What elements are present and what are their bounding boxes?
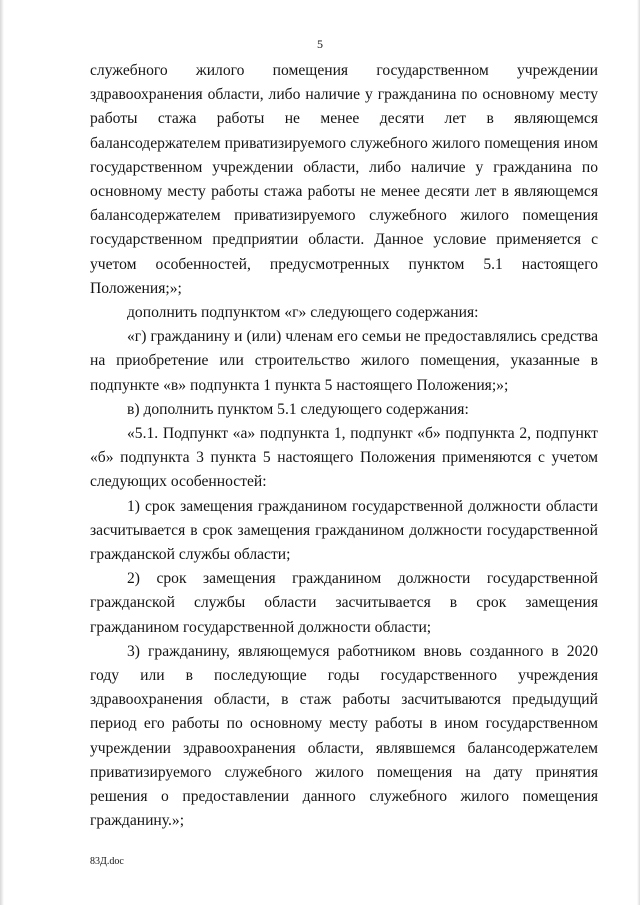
footer-filename: 83Д.doc <box>90 856 124 867</box>
paragraph-continuation: служебного жилого помещения государственном учреждении здравоохранения области, либо наличие у гражданина по основному месту работы стажа работы не менее десяти лет в являющемся балансодержателем приватизируемого служебного жилого помещения ином государственном учреждении области, либо наличие у гражданина по основному месту работы стажа работы не менее десяти лет в являющемся балансодержателем приватизируемого служебного жилого помещения государственном предприятии области. Данное условие применяется с учетом особенностей, предусмотренных пунктом 5.1 настоящего Положения;»; <box>90 62 598 297</box>
scan-edge-left <box>0 0 4 905</box>
paragraph-condition-1: 1) срок замещения гражданином государственной должности области засчитывается в срок замещения гражданином должности государственной гражданской службы области; <box>90 497 598 564</box>
paragraph-condition-3: 3) гражданину, являющемуся работником вновь созданного в 2020 году или в последующие годы государственного учреждения здравоохранения области, в стаж работы засчитываются предыдущий период его работы по основному месту работы в ином государственном учреждении здравоохранения области, являвшемся балансодержателем приватизируемого служебного жилого помещения на дату принятия решения о предоставлении данного служебного жилого помещения гражданину.»; <box>90 642 598 830</box>
paragraph-amendment-add-g: дополнить подпунктом «г» следующего содержания: <box>127 304 479 322</box>
paragraph-subitem-g: «г) гражданину и (или) членам его семьи не предоставлялись средства на приобретение или строительство жилого помещения, указанные в подпункте «в» подпункта 1 пункта 5 настоящего Положения;»; <box>90 328 598 394</box>
paragraph-condition-2: 2) срок замещения гражданином должности государственной гражданской службы области засчитывается в срок замещения гражданином государственной должности области; <box>90 570 598 636</box>
paragraph-amendment-add-5-1: в) дополнить пунктом 5.1 следующего содержания: <box>127 400 469 418</box>
paragraph-item-5-1: «5.1. Подпункт «а» подпункта 1, подпункт «б» подпункта 2, подпункт «б» подпункта 3 пункта 5 настоящего Положения применяются с учетом следующих особенностей: <box>90 425 598 491</box>
document-body <box>90 59 598 834</box>
page-number: 5 <box>317 37 323 51</box>
